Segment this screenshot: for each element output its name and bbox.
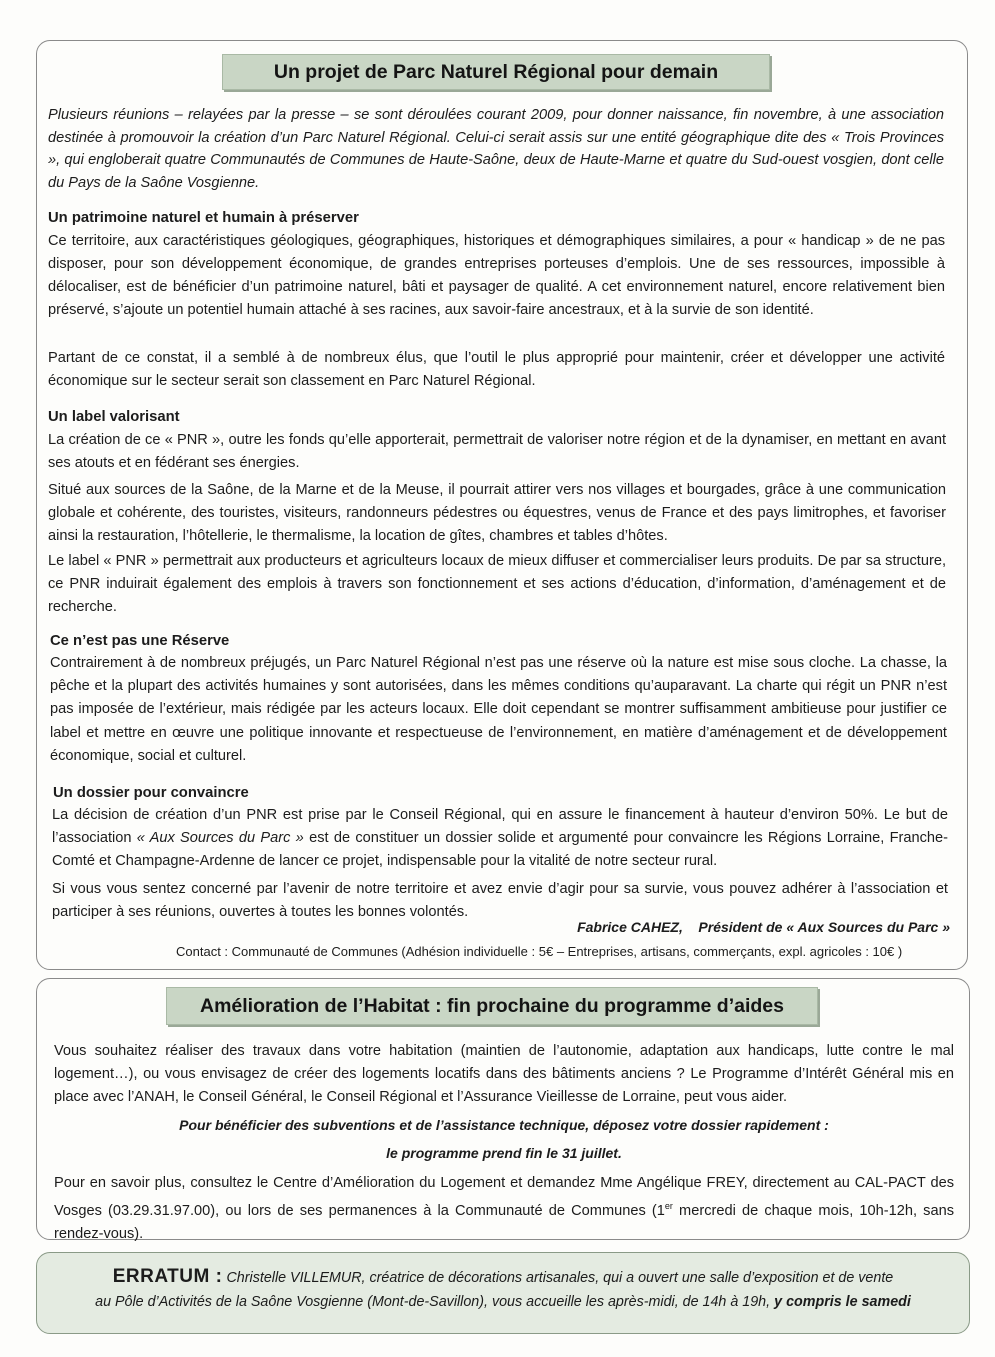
habitat-p2	[54, 1172, 954, 1246]
habitat-title: Amélioration de l’Habitat : fin prochaine du programme d’aides	[166, 987, 818, 1025]
pnr-title: Un projet de Parc Naturel Régional pour demain	[222, 54, 770, 90]
pnr-heading-label: Un label valorisant	[48, 409, 180, 425]
pnr-signature: Fabrice CAHEZ, Président de « Aux Sources du Parc »	[577, 919, 950, 935]
habitat-p1: Vous souhaitez réaliser des travaux dans votre habitation (maintien de l’autonomie, adaptation aux handicaps, lutte contre le mal logement…), ou vous envisagez de créer des logements locatifs dans des bâtiments anciens ? Le Programme d’Intérêt Général mis en place avec l’ANAH, le Conseil Général, le Conseil Régional et l’Assurance Vieillesse de Lorraine, peut vous aider.	[54, 1043, 954, 1105]
erratum-text-1: Christelle VILLEMUR, créatrice de décorations artisanales, qui a ouvert une salle d’exposition et de vente	[226, 1270, 894, 1286]
pnr-association-name: « Aux Sources du Parc »	[136, 830, 304, 847]
erratum-text-bold: y compris le samedi	[774, 1294, 911, 1310]
pnr-dossier-text-b: est de constituer un dossier solide et argumenté pour convaincre les Régions Lorraine, Franche-Comté et Champagne-Ardenne de lancer ce projet, indispensable pour la vitalité de notre secteur rural.	[52, 830, 948, 870]
pnr-dossier-text-a: La décision de création d’un PNR est prise par le Conseil Régional, qui en assure le financement à hauteur d’environ 50%. Le but de l’association	[52, 807, 948, 847]
erratum-text-2: au Pôle d’Activités de la Saône Vosgienne (Mont-de-Savillon), vous accueille les après-midi, de 14h à 19h,	[95, 1294, 771, 1310]
pnr-patrimoine-p2: Partant de ce constat, il a semblé à de nombreux élus, que l’outil le plus approprié pour maintenir, créer et développer une activité économique sur le secteur serait son classement en Parc Naturel Régional.	[48, 350, 945, 389]
pnr-patrimoine-p1: Ce territoire, aux caractéristiques géologiques, géographiques, historiques et démographiques similaires, a pour « handicap » de ne pas disposer, pour son développement économique, de grandes entreprises porteuses d’emplois. Une de ses ressources, impossible à délocaliser, est de bénéficier d’un patrimoine naturel, bâti et paysager de qualité. A cet environnement naturel, encore relativement bien préservé, s’ajoute un potentiel humain attaché à ses racines, aux savoir-faire ancestraux, et à la survie de son identité.	[48, 233, 945, 318]
pnr-intro: Plusieurs réunions – relayées par la presse – se sont déroulées courant 2009, pour donner naissance, fin novembre, à une association destinée à promouvoir la création d’un Parc Naturel Régional. Celui-ci serait assis sur une entité géographique dite des « Trois Provinces », qui engloberait quatre Communautés de Communes de Haute-Saône, deux de Haute-Marne et quatre du Sud-ouest vosgien, dont celle du Pays de la Saône Vosgienne.	[48, 107, 944, 191]
pnr-dossier-p2: Si vous vous sentez concerné par l’avenir de notre territoire et avez envie d’agir pour sa survie, vous pouvez adhérer à l’association et participer à ses réunions, ouvertes à toutes les bonnes volontés.	[52, 881, 948, 920]
pnr-contact: Contact : Communauté de Communes (Adhésion individuelle : 5€ – Entreprises, artisans, commerçants, expl. agricoles : 10€ )	[176, 944, 903, 959]
habitat-p2-superscript: er	[664, 1201, 673, 1212]
pnr-label-p1: La création de ce « PNR », outre les fonds qu’elle apporterait, permettrait de valoriser notre région et de la dynamiser, en mettant en avant ses atouts et en fédérant ses énergies.	[48, 432, 946, 471]
erratum-line-1	[44, 1264, 962, 1291]
habitat-emphasis-1: Pour bénéficier des subventions et de l’assistance technique, déposez votre dossier rapidement :	[179, 1117, 829, 1133]
habitat-p2-text-a: Pour en savoir plus, consultez le Centre d’Amélioration du Logement et demandez Mme Angélique FREY, directement au CAL-PACT des Vosges (03.29.31.97.00), ou lors de ses permanences à la Communauté de Communes (1	[54, 1175, 954, 1220]
erratum-label: ERRATUM :	[112, 1266, 223, 1287]
pnr-heading-patrimoine: Un patrimoine naturel et humain à préserver	[48, 210, 359, 226]
erratum-line-2	[44, 1291, 962, 1313]
pnr-label-p2: Situé aux sources de la Saône, de la Marne et de la Meuse, il pourrait attirer vers nos villages et bourgades, grâce à une communication globale et cohérente, des touristes, visiteurs, randonneurs pédestres ou équestres, venus de France et des pays limitrophes, et favoriser ainsi la restauration, l’hôtellerie, le thermalisme, la location de gîtes, chambres et tables d’hôtes.	[48, 482, 946, 544]
pnr-reserve-p1: Contrairement à de nombreux préjugés, un Parc Naturel Régional n’est pas une réserve où la nature est mise sous cloche. La chasse, la pêche et la plupart des activités humaines y sont autorisées, dans les mêmes conditions qu’auparavant. La charte qui régit un PNR n’est pas imposée de l’extérieur, mais rédigée par les acteurs locaux. Elle doit cependant se montrer suffisamment ambitieuse pour justifier ce label et mettre en œuvre une politique innovante et respectueuse de l’environnement, en matière d’aménagement et de développement économique, social et culturel.	[50, 655, 947, 764]
pnr-heading-reserve: Ce n’est pas une Réserve	[50, 633, 230, 649]
pnr-dossier-p1	[52, 804, 948, 874]
pnr-label-p3: Le label « PNR » permettrait aux producteurs et agriculteurs locaux de mieux diffuser et commercialiser leurs produits. De par sa structure, ce PNR induirait également des emplois à travers son fonctionnement et ses actions d’éducation, d’information, d’aménagement et de recherche.	[48, 553, 946, 615]
pnr-heading-dossier: Un dossier pour convaincre	[53, 785, 249, 801]
habitat-emphasis-2: le programme prend fin le 31 juillet.	[386, 1145, 622, 1161]
habitat-p2-text-b: mercredi de chaque mois, 10h-12h, sans rendez-vous).	[54, 1203, 955, 1243]
